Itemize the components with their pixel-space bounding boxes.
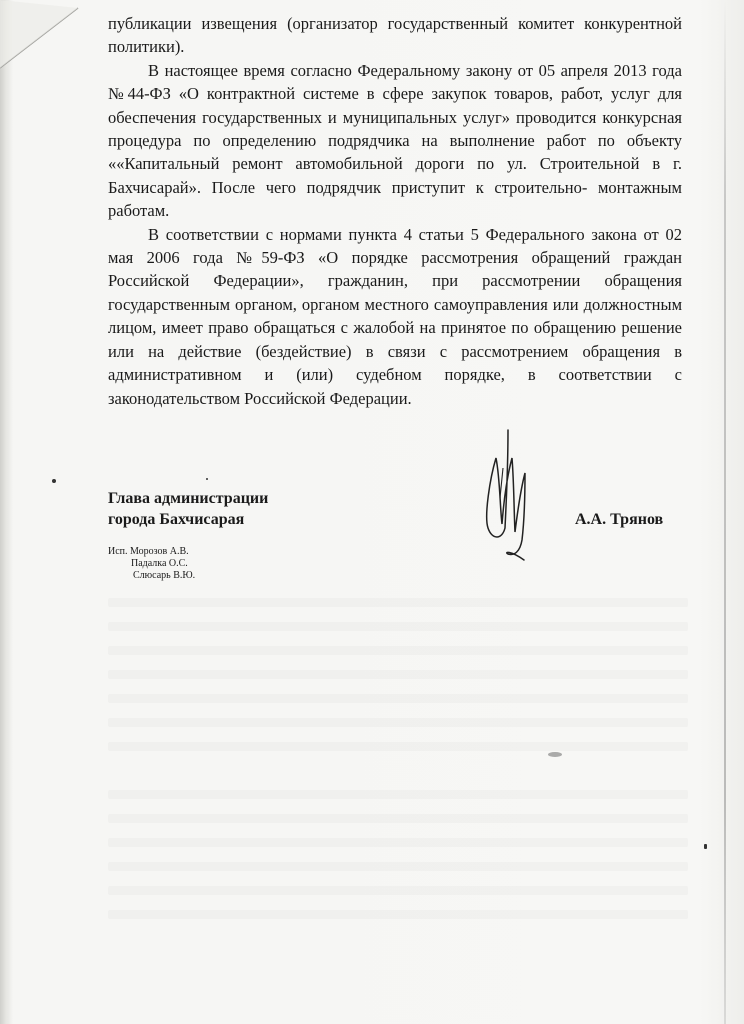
scan-speck — [548, 752, 562, 757]
show-through-line — [108, 886, 688, 895]
show-through-line — [108, 718, 688, 727]
text-line: мая 2006 года №59-ФЗ «О порядке рассмотрения обращений граждан — [108, 248, 682, 268]
executor-line: Падалка О.С. — [131, 558, 188, 569]
text-line: В соответствии с нормами пункта 4 статьи 5 Федерального закона от 02 — [148, 224, 682, 244]
text-line: Российской Федерации», гражданин, при рассмотрении обращения — [108, 271, 682, 291]
executor-line: Слюсарь В.Ю. — [133, 570, 196, 581]
text-line: обращению решение или на действие (бездействие) в связи с рассмотрением — [108, 318, 682, 361]
text-line: объекту ««Капитальный ремонт автомобильной дороги по ул. Строительной — [108, 131, 682, 174]
executors-list — [108, 546, 195, 582]
signatory-title-line: города Бахчисарая — [108, 511, 245, 528]
show-through-line — [108, 694, 688, 703]
scan-speck — [206, 478, 208, 480]
folded-corner-mark — [0, 0, 90, 80]
text-line: конкурсная процедура по определению подрядчика на выполнение работ по — [108, 107, 682, 151]
handwritten-signature — [478, 428, 538, 568]
show-through-line — [108, 790, 688, 799]
show-through-line — [108, 742, 688, 751]
text-line: для обеспечения государственных и муниципальных услуг» проводится — [108, 84, 683, 127]
scan-speck — [704, 844, 707, 849]
scan-speck — [52, 479, 56, 483]
paragraph-procurement — [108, 59, 682, 223]
text-line: публикации извещения (организатор государственный комитет конкурентной — [108, 14, 682, 33]
show-through-line — [108, 598, 688, 607]
executor-line: Исп. Морозов А.В. — [108, 546, 189, 557]
scan-left-edge — [0, 0, 12, 1024]
text-line: политики). — [108, 37, 185, 57]
show-through-line — [108, 814, 688, 823]
signatory-name: А.А. Трянов — [575, 511, 664, 528]
show-through-line — [108, 910, 688, 919]
text-line: монтажным работам. — [108, 177, 682, 221]
text-line: государственным органом, органом местного самоуправления или — [108, 294, 579, 314]
text-line: года №44-ФЗ «О контрактной системе в сфере закупок товаров, работ, услуг — [108, 60, 683, 104]
text-line: законодательством Российской Федерации. — [108, 388, 412, 408]
paragraph-appeal-rights — [108, 223, 682, 410]
text-line: обращения в административном и (или) судебном порядке, в соответствии с — [108, 341, 682, 385]
text-line: В настоящее время согласно Федеральному закону от 05 апреля 2013 — [148, 60, 647, 80]
show-through-line — [108, 670, 688, 679]
signatory-title — [108, 488, 268, 530]
text-line: в г. Бахчисарай». После чего подрядчик приступит к строительно- — [108, 154, 683, 197]
show-through-line — [108, 838, 688, 847]
signatory-title-line: Глава администрации — [108, 490, 269, 507]
show-through-line — [108, 862, 688, 871]
paragraph-continuation — [108, 12, 682, 59]
show-through-line — [108, 646, 688, 655]
text-line: должностным лицом, имеет право обращаться с жалобой на принятое по — [108, 294, 683, 338]
scan-right-edge — [724, 0, 726, 1024]
show-through-line — [108, 622, 688, 631]
letter-body — [108, 12, 682, 410]
